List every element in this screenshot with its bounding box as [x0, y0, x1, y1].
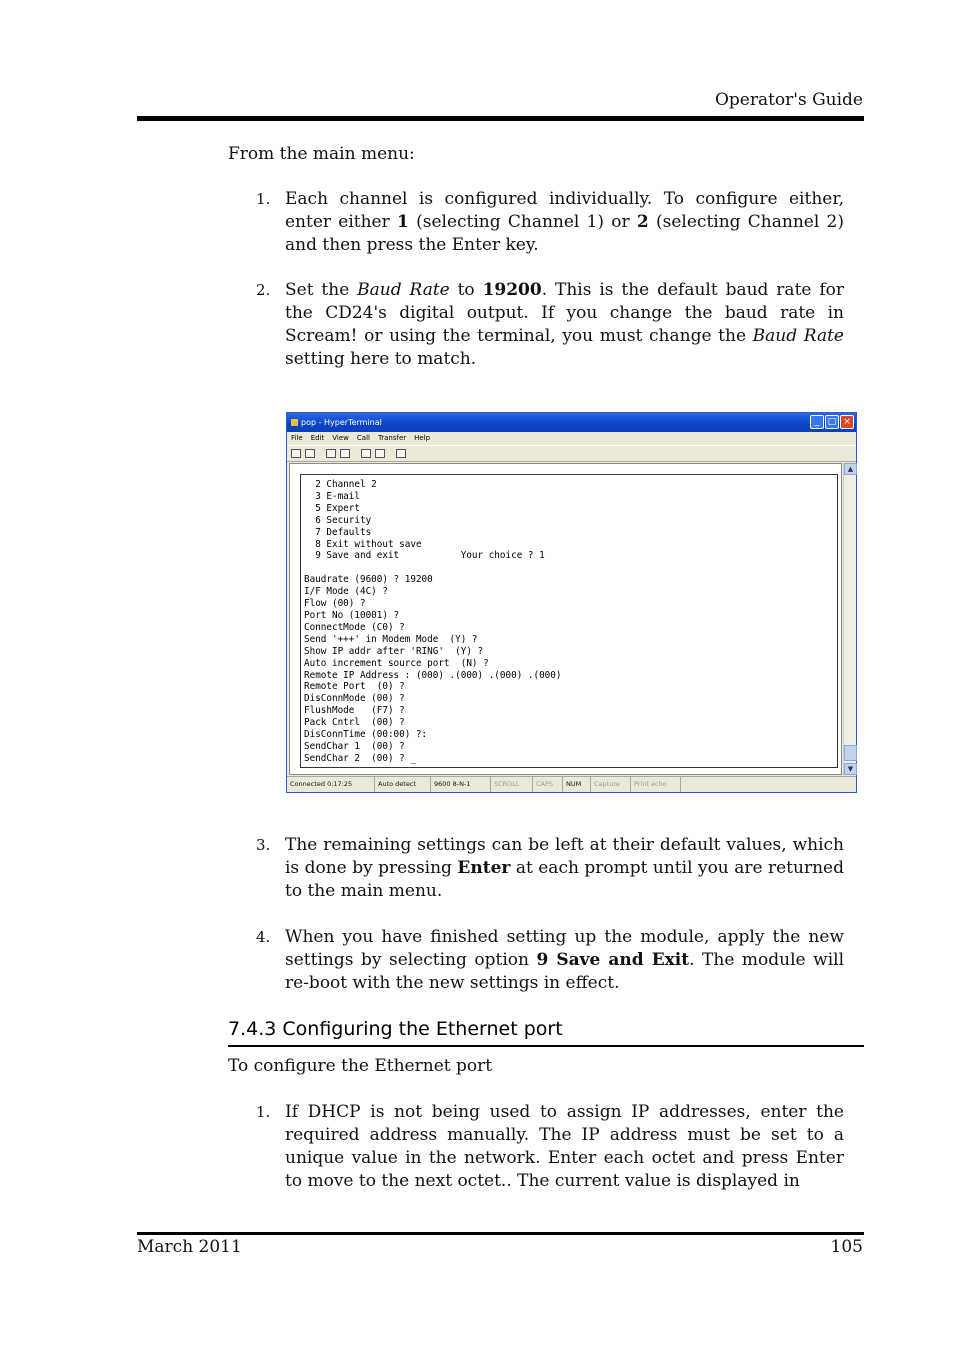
- terminal-frame: [300, 474, 838, 768]
- status-detect: Auto detect: [375, 777, 431, 792]
- step-number: 1.: [256, 1103, 271, 1121]
- step-number: 1.: [256, 190, 271, 208]
- terminal-output: 2 Channel 2 3 E-mail 5 Expert 6 Security 7 Defaults 8 Exit without save 9 Save and exit Your choice ? 1 Baudrate (9600) ? 19200 I/F Mode (4C) ? Flow (00) ? Port No (10001) ? ConnectMode (C0) ? Send '+++' in Modem Mode (Y) ? Show IP addr after 'RING' (Y) ? Auto increment source port (N) ? Remote IP Address : (000) .(000) .(000) .(000) Remote Port (0) ? DisConnMode (00) ? FlushMode (F7) ? Pack Cntrl (00) ? DisConnTime (00:00) ?: SendChar 1 (00) ? SendChar 2 (00) ? _: [304, 479, 562, 764]
- status-scroll: SCROLL: [491, 777, 533, 792]
- section-intro: To configure the Ethernet port: [228, 1056, 493, 1076]
- step-3: 3. The remaining settings can be left at their default values, which is done by pressing Enter at each prompt until you are returned to the main menu.: [256, 835, 844, 901]
- section-rule: [228, 1045, 864, 1047]
- status-caps: CAPS: [533, 777, 563, 792]
- menu-help[interactable]: Help: [414, 434, 431, 442]
- menu-file[interactable]: File: [291, 434, 303, 442]
- open-icon[interactable]: [305, 449, 315, 458]
- close-button[interactable]: ×: [840, 415, 854, 429]
- step-number: 3.: [256, 836, 271, 854]
- hyperterminal-window: [286, 412, 857, 793]
- scroll-up-icon[interactable]: ▲: [844, 463, 857, 475]
- intro-text: From the main menu:: [228, 144, 415, 164]
- menu-transfer[interactable]: Transfer: [377, 434, 407, 442]
- status-connected: Connected 0:17:25: [287, 777, 375, 792]
- page-number: 105: [830, 1237, 863, 1257]
- step-1: 1. Each channel is configured individually. To configure either, enter either 1 (selecting Channel 1) or 2 (selecting Channel 2) and then press the Enter key.: [256, 189, 844, 255]
- window-title: pop - HyperTerminal: [301, 418, 382, 427]
- disconnect-icon[interactable]: [340, 449, 350, 458]
- status-num: NUM: [563, 777, 591, 792]
- toolbar: [287, 445, 856, 462]
- status-bar: [287, 776, 856, 792]
- step-4: 4. When you have finished setting up the module, apply the new settings by selecting option 9 Save and Exit. The module will re-boot with the new settings in effect.: [256, 927, 844, 993]
- properties-icon[interactable]: [396, 449, 406, 458]
- receive-icon[interactable]: [375, 449, 385, 458]
- minimize-button[interactable]: _: [810, 415, 824, 429]
- hyperterminal-icon: [291, 419, 298, 426]
- send-icon[interactable]: [361, 449, 371, 458]
- menu-bar: [287, 432, 856, 445]
- menu-call[interactable]: Call: [356, 434, 370, 442]
- section-heading: 7.4.3 Configuring the Ethernet port: [228, 1018, 563, 1040]
- window-titlebar: [287, 413, 856, 432]
- call-icon[interactable]: [326, 449, 336, 458]
- step-number: 4.: [256, 928, 271, 946]
- new-icon[interactable]: [291, 449, 301, 458]
- status-settings: 9600 8-N-1: [431, 777, 491, 792]
- maximize-button[interactable]: □: [825, 415, 839, 429]
- step-2: 2. Set the Baud Rate to 19200. This is the default baud rate for the CD24's digital output. If you change the baud rate in Scream! or using the terminal, you must change the Baud Rate setting here to match.: [256, 280, 844, 369]
- running-header: Operator's Guide: [714, 90, 863, 110]
- footer-date: March 2011: [137, 1237, 242, 1257]
- status-print-echo: Print echo: [631, 777, 681, 792]
- vertical-scrollbar[interactable]: [843, 463, 856, 775]
- step-number: 2.: [256, 281, 271, 299]
- status-capture: Capture: [591, 777, 631, 792]
- terminal-area[interactable]: [289, 463, 842, 775]
- menu-view[interactable]: View: [332, 434, 349, 442]
- header-rule: [137, 116, 864, 121]
- scroll-thumb[interactable]: [844, 745, 857, 761]
- eth-step-1: 1. If DHCP is not being used to assign IP addresses, enter the required address manually. The IP address must be set to a unique value in the network. Enter each octet and press Enter to move to the next octet.. The current value is displayed in: [256, 1102, 844, 1191]
- scroll-down-icon[interactable]: ▼: [844, 763, 857, 775]
- footer-rule: [137, 1232, 864, 1235]
- menu-edit[interactable]: Edit: [310, 434, 325, 442]
